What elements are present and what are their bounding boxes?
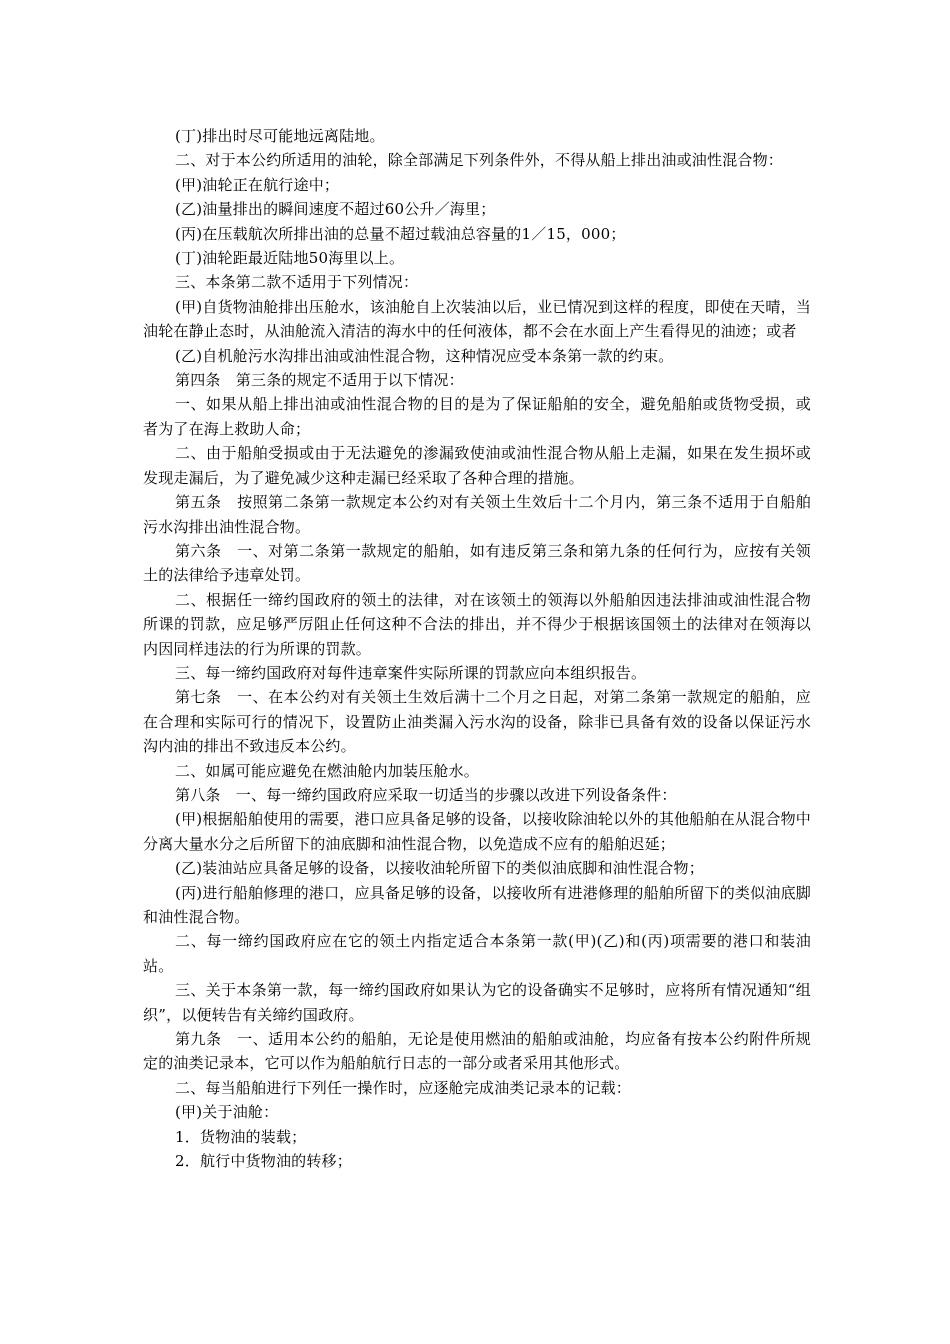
paragraph: (甲)根据船舶使用的需要，港口应具备足够的设备，以接收除油轮以外的其他船舶在从混合物中分离大量水分之后所留下的油底脚和油性混合物，以免造成不应有的船舶迟延； (143, 810, 811, 853)
paragraph: 三、关于本条第一款，每一缔约国政府如果认为它的设备确实不足够时，应将所有情况通知“组织”，以便转告有关缔约国政府。 (143, 981, 811, 1024)
paragraph: (甲)油轮正在航行途中； (175, 175, 340, 194)
paragraph: 第七条 一、在本公约对有关领土生效后满十二个月之日起，对第二条第一款规定的船舶，应在合理和实际可行的情况下，设置防止油类漏入污水沟的设备，除非已具备有效的设备以保证污水沟内油的排出不致违反本公约。 (143, 688, 811, 756)
paragraph: 1．货物油的装载； (175, 1127, 307, 1146)
paragraph: 二、由于船舶受损或由于无法避免的渗漏致使油或油性混合物从船上走漏，如果在发生损坏或发现走漏后，为了避免减少这种走漏已经采取了各种合理的措施。 (143, 444, 811, 487)
paragraph: (甲)关于油舱： (175, 1103, 279, 1122)
paragraph: 第六条 一、对第二条第一款规定的船舶，如有违反第三条和第九条的任何行为，应按有关领土的法律给予违章处罚。 (143, 541, 811, 585)
paragraph: (乙)自机舱污水沟排出油或油性混合物，这种情况应受本条第一款的约束。 (175, 346, 674, 365)
paragraph: 第四条 第三条的规定不适用于以下情况： (175, 371, 464, 390)
paragraph: 二、对于本公约所适用的油轮，除全部满足下列条件外，不得从船上排出油或油性混合物： (175, 151, 784, 170)
paragraph: (乙)装油站应具备足够的设备，以接收油轮所留下的类似油底脚和油性混合物； (175, 859, 704, 878)
paragraph: 三、本条第二款不适用于下列情况： (175, 273, 419, 292)
paragraph: 二、如属可能应避免在燃油舱内加装压舱水。 (175, 761, 480, 780)
paragraph: 第五条 按照第二条第一款规定本公约对有关领土生效后十二个月内，第三条不适用于自船舶污水沟排出油性混合物。 (143, 493, 811, 536)
paragraph: 三、每一缔约国政府对每件违章案件实际所课的罚款应向本组织报告。 (175, 663, 647, 682)
document-body (143, 124, 811, 1173)
paragraph: (乙)油量排出的瞬间速度不超过60公升／海里； (175, 200, 496, 219)
paragraph: 第八条 一、每一缔约国政府应采取一切适当的步骤以改进下列设备条件： (175, 785, 677, 804)
paragraph: (丙)在压载航次所排出油的总量不超过载油总容量的1／15，000； (175, 224, 626, 243)
paragraph: 2．航行中货物油的转移； (175, 1152, 352, 1171)
paragraph: (丙)进行船舶修理的港口，应具备足够的设备，以接收所有进港修理的船舶所留下的类似油底脚和油性混合物。 (143, 883, 811, 926)
paragraph: 一、如果从船上排出油或油性混合物的目的是为了保证船舶的安全，避免船舶或货物受损，或者为了在海上救助人命； (143, 395, 811, 438)
paragraph: 第九条 一、适用本公约的船舶，无论是使用燃油的船舶或油舱，均应备有按本公约附件所规定的油类记录本，它可以作为船舶航行日志的一部分或者采用其他形式。 (143, 1030, 811, 1073)
paragraph: (丁)排出时尽可能地远离陆地。 (175, 127, 385, 145)
paragraph: 二、每一缔约国政府应在它的领土内指定适合本条第一款(甲)(乙)和(丙)项需要的港口和装油站。 (143, 932, 811, 975)
paragraph: (甲)自货物油舱排出压舱水，该油舱自上次装油以后，业已情况到这样的程度，即使在天晴，当油轮在静止态时，从油舱流入清洁的海水中的任何液体，都不会在水面上产生看得见的油迹；或者 (143, 297, 811, 341)
paragraph: 二、每当船舶进行下列任一操作时，应逐舱完成油类记录本的记载： (175, 1078, 632, 1097)
paragraph: 二、根据任一缔约国政府的领土的法律，对在该领土的领海以外船舶因违法排油或油性混合物所课的罚款，应足够严厉阻止任何这种不合法的排出，并不得少于根据该国领土的法律对在领海以内因同样违法的行为所课的罚款。 (143, 590, 811, 658)
paragraph: (丁)油轮距最近陆地50海里以上。 (175, 249, 405, 268)
